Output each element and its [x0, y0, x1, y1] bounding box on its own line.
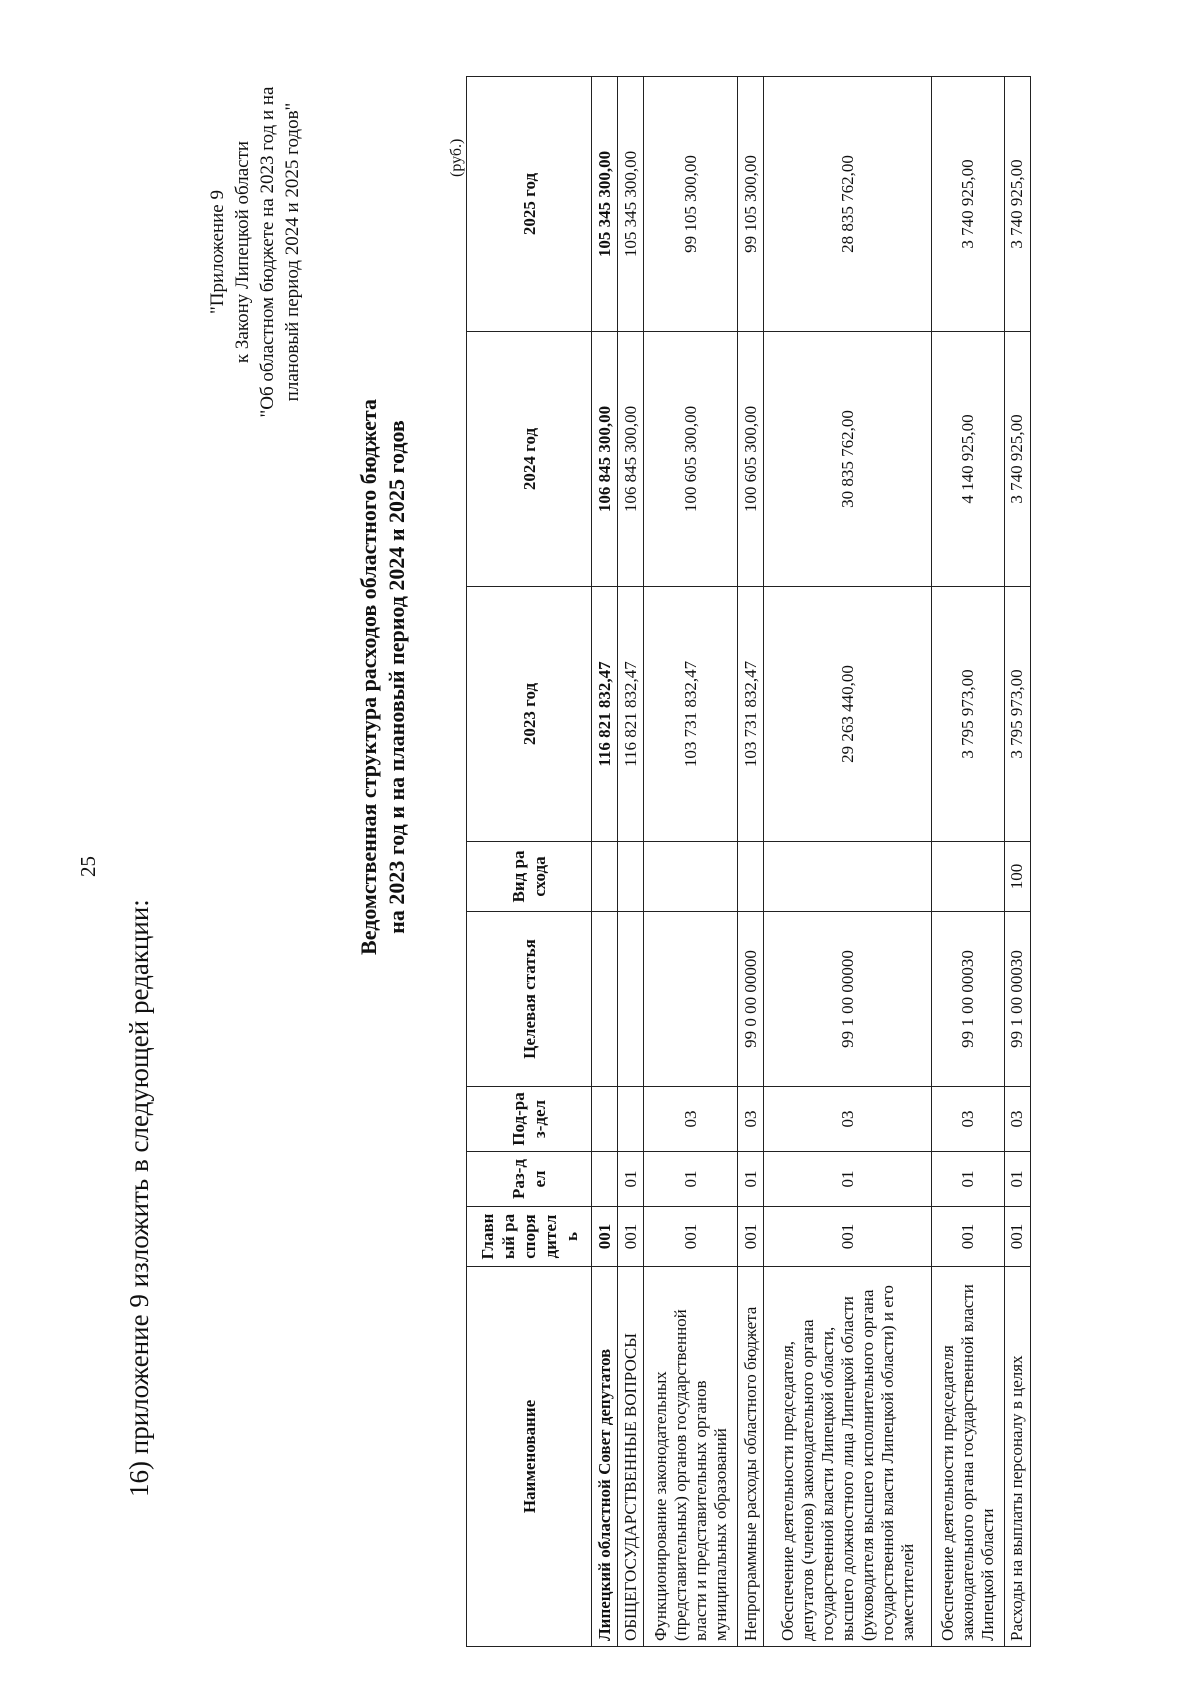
cell-podrazdel: 03: [764, 1087, 931, 1152]
cell-2025: 28 835 762,00: [764, 77, 931, 332]
cell-glav: 001: [1004, 1207, 1030, 1267]
table-row: [764, 77, 931, 1647]
cell-name: Обеспечение деятельности председателя законодательного органа государственной власти Липецкой области: [931, 1267, 1004, 1647]
cell-2024: 100 605 300,00: [738, 332, 764, 587]
cell-name: Расходы на выплаты персоналу в целях: [1004, 1267, 1030, 1647]
cell-target: 99 1 00 00030: [1004, 912, 1030, 1087]
table-header-row: [467, 77, 592, 1647]
cell-2024: 3 740 925,00: [1004, 332, 1030, 587]
appendix-line: "Об областном бюджете на 2023 год и на: [257, 86, 278, 418]
cell-name: ОБЩЕГОСУДАРСТВЕННЫЕ ВОПРОСЫ: [618, 1267, 644, 1647]
cell-podrazdel: [592, 1087, 618, 1152]
cell-2023: 116 821 832,47: [618, 587, 644, 842]
cell-2025: 105 345 300,00: [592, 77, 618, 332]
cell-vid: [764, 842, 931, 912]
table-row: [644, 77, 738, 1647]
document-title: [355, 177, 411, 1177]
cell-podrazdel: [618, 1087, 644, 1152]
cell-2024: 30 835 762,00: [764, 332, 931, 587]
cell-razdel: 01: [931, 1152, 1004, 1207]
cell-glav: 001: [738, 1207, 764, 1267]
table-row: [1004, 77, 1030, 1647]
appendix-line: "Приложение 9: [207, 190, 228, 314]
table-row: [618, 77, 644, 1647]
appendix-line: плановый период 2024 и 2025 годов": [282, 102, 303, 402]
cell-2023: 103 731 832,47: [644, 587, 738, 842]
cell-name: Липецкий областной Совет депутатов: [592, 1267, 618, 1647]
cell-2025: 105 345 300,00: [618, 77, 644, 332]
cell-2023: 3 795 973,00: [931, 587, 1004, 842]
cell-target: [618, 912, 644, 1087]
cell-podrazdel: 03: [931, 1087, 1004, 1152]
cell-vid: [738, 842, 764, 912]
cell-2025: 99 105 300,00: [738, 77, 764, 332]
cell-2024: 4 140 925,00: [931, 332, 1004, 587]
table-row: [592, 77, 618, 1647]
cell-2025: 99 105 300,00: [644, 77, 738, 332]
cell-2024: 106 845 300,00: [618, 332, 644, 587]
header-2023: 2023 год: [467, 587, 592, 842]
cell-vid: 100: [1004, 842, 1030, 912]
page-number: 25: [76, 856, 100, 877]
table-row: [931, 77, 1004, 1647]
cell-glav: 001: [644, 1207, 738, 1267]
cell-glav: 001: [931, 1207, 1004, 1267]
cell-2024: 100 605 300,00: [644, 332, 738, 587]
header-target: Целевая статья: [467, 912, 592, 1087]
table-row: [738, 77, 764, 1647]
title-line: на 2023 год и на плановый период 2024 и 2025 годов: [384, 420, 409, 934]
cell-glav: 001: [618, 1207, 644, 1267]
header-razdel: Раз-дел: [467, 1152, 592, 1207]
cell-target: 99 1 00 00030: [931, 912, 1004, 1087]
budget-table: [466, 76, 1031, 1647]
cell-razdel: 01: [738, 1152, 764, 1207]
cell-name: Обеспечение деятельности председателя, депутатов (членов) законодательного органа государственной власти Липецкой области, высшего должностного лица Липецкой области (руководителя высшего исполнительного органа государственной власти Липецкой области) и его заместителей: [764, 1267, 931, 1647]
cell-target: [644, 912, 738, 1087]
cell-razdel: 01: [764, 1152, 931, 1207]
cell-2025: 3 740 925,00: [1004, 77, 1030, 332]
cell-podrazdel: 03: [644, 1087, 738, 1152]
units-label: (руб.): [448, 138, 465, 177]
header-2025: 2025 год: [467, 77, 592, 332]
header-podrazdel: Под-раз-дел: [467, 1087, 592, 1152]
cell-podrazdel: 03: [1004, 1087, 1030, 1152]
cell-vid: [618, 842, 644, 912]
cell-razdel: 01: [618, 1152, 644, 1207]
intro-text: 16) приложение 9 изложить в следующей редакции:: [124, 899, 154, 1497]
header-vid: Вид расхода: [467, 842, 592, 912]
cell-2024: 106 845 300,00: [592, 332, 618, 587]
cell-razdel: 01: [644, 1152, 738, 1207]
header-glav: Главный распорядитель: [467, 1207, 592, 1267]
cell-razdel: 01: [1004, 1152, 1030, 1207]
cell-vid: [931, 842, 1004, 912]
header-name: Наименование: [467, 1267, 592, 1647]
cell-glav: 001: [592, 1207, 618, 1267]
cell-2025: 3 740 925,00: [931, 77, 1004, 332]
cell-podrazdel: 03: [738, 1087, 764, 1152]
cell-2023: 116 821 832,47: [592, 587, 618, 842]
cell-2023: 29 263 440,00: [764, 587, 931, 842]
cell-glav: 001: [764, 1207, 931, 1267]
cell-vid: [592, 842, 618, 912]
cell-vid: [644, 842, 738, 912]
appendix-line: к Закону Липецкой области: [232, 140, 253, 364]
cell-name: Функционирование законодательных (представительных) органов государственной власти и представительных органов муниципальных образований: [644, 1267, 738, 1647]
cell-2023: 103 731 832,47: [738, 587, 764, 842]
cell-2023: 3 795 973,00: [1004, 587, 1030, 842]
appendix-reference: [205, 32, 305, 472]
header-2024: 2024 год: [467, 332, 592, 587]
cell-target: 99 0 00 00000: [738, 912, 764, 1087]
cell-target: 99 1 00 00000: [764, 912, 931, 1087]
cell-name: Непрограммные расходы областного бюджета: [738, 1267, 764, 1647]
title-line: Ведомственная структура расходов областного бюджета: [356, 399, 381, 955]
cell-target: [592, 912, 618, 1087]
cell-razdel: [592, 1152, 618, 1207]
